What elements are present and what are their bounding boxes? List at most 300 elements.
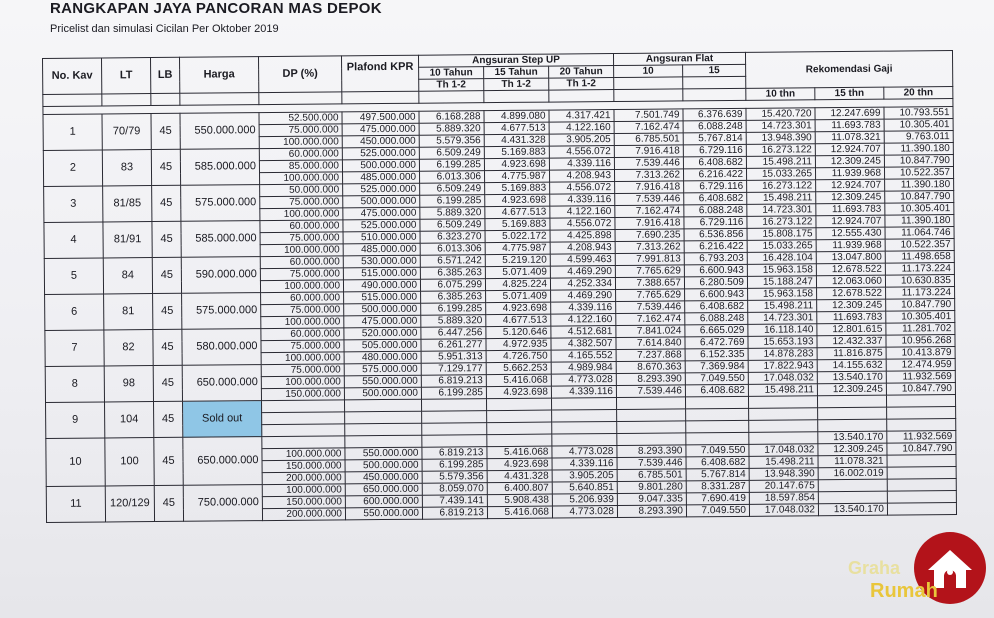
table-cell: 4.122.160: [550, 206, 615, 219]
table-cell: [345, 435, 422, 448]
table-cell: [887, 491, 956, 504]
table-cell: 575.000.000: [344, 363, 421, 376]
table-cell: 7.439.141: [422, 495, 487, 508]
graha-rumah-logo: [846, 528, 990, 618]
table-cell: 100.000.000: [260, 172, 343, 185]
table-cell: 17.048.032: [749, 444, 818, 457]
table-cell: 550.000.000: [345, 507, 422, 520]
lb-cell: 45: [152, 185, 181, 221]
table-cell: 5.416.068: [486, 374, 551, 387]
table-cell: 6.509.249: [420, 183, 485, 196]
table-cell: [817, 395, 886, 408]
table-cell: 7.129.177: [421, 363, 486, 376]
table-cell: 15.808.175: [747, 228, 816, 241]
table-cell: 4.726.750: [486, 350, 551, 363]
harga-cell: 650.000.000: [182, 365, 261, 402]
table-cell: 6.199.285: [421, 387, 486, 400]
table-cell: 6.408.682: [685, 384, 748, 397]
table-cell: 4.317.421: [549, 110, 614, 123]
col-flat-10: 10: [614, 65, 683, 78]
table-cell: 4.599.463: [550, 254, 615, 267]
lb-cell: 45: [154, 437, 183, 485]
lt-cell: 84: [103, 258, 152, 294]
table-cell: 100.000.000: [261, 376, 344, 389]
table-cell: 6.199.285: [419, 159, 484, 172]
table-cell: [886, 395, 955, 408]
kav-cell: 8: [45, 366, 104, 403]
table-cell: 6.376.639: [683, 108, 746, 121]
table-cell: 6.785.501: [617, 469, 686, 482]
table-cell: [887, 503, 956, 516]
table-cell: [818, 479, 887, 492]
table-cell: 6.819.213: [422, 507, 487, 520]
table-cell: 515.000.000: [344, 291, 421, 304]
table-cell: 4.165.552: [551, 350, 616, 363]
table-cell: [749, 408, 818, 421]
kav-cell: 11: [46, 486, 105, 523]
table-cell: [617, 421, 686, 434]
table-cell: 100.000.000: [262, 448, 345, 461]
table-cell: 4.425.898: [550, 230, 615, 243]
table-cell: 4.972.935: [486, 338, 551, 351]
table-cell: 15.188.247: [747, 276, 816, 289]
table-cell: 12.678.522: [816, 263, 885, 276]
table-cell: 85.000.000: [259, 160, 342, 173]
table-cell: 5.169.883: [484, 146, 549, 159]
table-cell: 500.000.000: [344, 303, 421, 316]
table-cell: 6.088.248: [683, 120, 746, 133]
table-cell: 4.923.698: [486, 302, 551, 315]
col-step-15: 15 Tahun: [484, 66, 549, 79]
col-step-20-th: Th 1-2: [549, 78, 614, 91]
table-cell: [422, 411, 487, 424]
lt-cell: 100: [105, 438, 154, 486]
kav-cell: 1: [43, 114, 102, 151]
table-cell: 60.000.000: [260, 256, 343, 269]
table-cell: 6.385.263: [421, 291, 486, 304]
table-cell: 6.013.306: [420, 171, 485, 184]
table-cell: 15.498.211: [746, 156, 815, 169]
table-cell: 12.309.245: [815, 155, 884, 168]
table-cell: [262, 436, 345, 449]
table-cell: 20.147.675: [749, 480, 818, 493]
table-cell: 12.309.245: [817, 383, 886, 396]
table-cell: 5.416.068: [487, 506, 552, 519]
table-cell: [818, 407, 887, 420]
table-cell: 4.923.698: [487, 458, 552, 471]
table-cell: 50.000.000: [260, 184, 343, 197]
table-cell: 4.677.513: [484, 122, 549, 135]
table-cell: 4.208.943: [550, 242, 615, 255]
table-cell: 5.071.409: [486, 290, 551, 303]
table-cell: 60.000.000: [261, 328, 344, 341]
table-cell: [262, 412, 345, 425]
table-cell: 475.000.000: [344, 315, 421, 328]
col-step-15-th: Th 1-2: [484, 78, 549, 91]
table-cell: 13.540.170: [818, 503, 887, 516]
table-cell: [486, 398, 551, 411]
subheader-blank: [549, 90, 614, 103]
table-cell: 100.000.000: [259, 136, 342, 149]
table-cell: 7.162.474: [616, 313, 685, 326]
table-cell: [818, 491, 887, 504]
logo-text-graha: Graha: [848, 558, 901, 578]
col-gaji-20: 20 thn: [884, 87, 953, 100]
subheader-blank: [102, 94, 151, 106]
subheader-blank: [683, 88, 746, 101]
table-cell: 8.293.390: [617, 445, 686, 458]
table-cell: 5.767.814: [686, 468, 749, 481]
table-cell: 10.847.790: [885, 191, 954, 204]
table-cell: 6.199.285: [422, 459, 487, 472]
table-cell: 485.000.000: [343, 171, 420, 184]
table-cell: [422, 435, 487, 448]
table-cell: 6.088.248: [684, 204, 747, 217]
table-cell: 12.924.707: [816, 215, 885, 228]
table-cell: 14.723.301: [746, 120, 815, 133]
table-cell: 7.388.657: [615, 277, 684, 290]
table-cell: 4.512.681: [551, 326, 616, 339]
table-cell: 10.847.790: [884, 155, 953, 168]
table-cell: 7.916.418: [615, 217, 684, 230]
harga-cell: 580.000.000: [182, 329, 261, 366]
table-cell: 6.152.335: [685, 348, 748, 361]
col-step-10-th: Th 1-2: [419, 79, 484, 92]
table-cell: 5.579.356: [419, 135, 484, 148]
table-cell: 5.219.120: [485, 254, 550, 267]
table-cell: 4.773.028: [552, 445, 617, 458]
table-cell: 6.199.285: [420, 195, 485, 208]
table-cell: 8.293.390: [617, 505, 686, 518]
table-cell: 5.022.172: [485, 230, 550, 243]
table-cell: 14.723.301: [747, 204, 816, 217]
table-cell: 12.309.245: [816, 191, 885, 204]
lb-cell: 45: [153, 293, 182, 329]
table-cell: 9.047.335: [617, 493, 686, 506]
lb-cell: 45: [154, 485, 183, 521]
harga-cell: 550.000.000: [180, 113, 259, 150]
table-cell: 6.400.807: [487, 482, 552, 495]
table-cell: 4.923.698: [485, 194, 550, 207]
table-cell: 6.323.270: [420, 231, 485, 244]
table-cell: 11.939.968: [815, 167, 884, 180]
table-cell: 600.000.000: [345, 495, 422, 508]
table-cell: 525.000.000: [343, 183, 420, 196]
table-cell: 75.000.000: [259, 124, 342, 137]
table-cell: 11.078.321: [818, 455, 887, 468]
table-cell: 6.600.943: [685, 288, 748, 301]
table-cell: 6.408.682: [686, 456, 749, 469]
col-flat: Angsuran Flat: [613, 52, 745, 65]
table-cell: 7.539.446: [617, 457, 686, 470]
table-cell: [551, 397, 616, 410]
table-cell: 4.923.698: [484, 158, 549, 171]
table-cell: 150.000.000: [261, 388, 344, 401]
table-cell: 4.825.224: [485, 278, 550, 291]
col-lt: LT: [102, 58, 151, 94]
kav-cell: 7: [45, 330, 104, 367]
table-cell: 12.678.522: [817, 287, 886, 300]
lt-cell: 70/79: [102, 114, 151, 150]
table-cell: 10.305.401: [884, 119, 953, 132]
lt-cell: 81/85: [103, 186, 152, 222]
col-gaji-10: 10 thn: [746, 88, 815, 101]
table-cell: 485.000.000: [343, 243, 420, 256]
table-cell: 7.765.629: [616, 289, 685, 302]
table-cell: 530.000.000: [343, 255, 420, 268]
table-cell: 75.000.000: [260, 268, 343, 281]
table-cell: 11.064.746: [885, 227, 954, 240]
table-cell: 11.390.180: [885, 179, 954, 192]
table-cell: 17.822.943: [748, 360, 817, 373]
table-cell: 16.428.104: [747, 252, 816, 265]
table-cell: [421, 399, 486, 412]
table-cell: 12.555.430: [816, 227, 885, 240]
subheader-blank: [484, 90, 549, 103]
table-cell: 4.923.698: [486, 386, 551, 399]
table-cell: 12.063.060: [816, 275, 885, 288]
table-cell: 13.047.800: [816, 251, 885, 264]
table-cell: 4.775.987: [485, 242, 550, 255]
table-cell: [818, 419, 887, 432]
table-cell: 4.339.116: [550, 194, 615, 207]
table-cell: [616, 397, 685, 410]
table-cell: 7.614.840: [616, 337, 685, 350]
table-cell: 13.540.170: [817, 371, 886, 384]
kav-cell: 3: [44, 186, 103, 223]
table-cell: 8.670.363: [616, 361, 685, 374]
table-cell: 5.416.068: [487, 446, 552, 459]
table-cell: 6.600.943: [684, 264, 747, 277]
table-cell: 16.273.122: [747, 216, 816, 229]
table-cell: 490.000.000: [343, 279, 420, 292]
table-cell: 5.169.883: [485, 182, 550, 195]
table-cell: 75.000.000: [261, 304, 344, 317]
table-cell: 100.000.000: [260, 244, 343, 257]
table-cell: 9.801.280: [617, 481, 686, 494]
col-gaji: Rekomendasi Gaji: [745, 51, 952, 89]
table-cell: 4.122.160: [551, 314, 616, 327]
table-cell: 60.000.000: [259, 148, 342, 161]
table-cell: 10.305.401: [885, 203, 954, 216]
table-cell: 150.000.000: [262, 496, 345, 509]
col-flat-15: 15: [683, 64, 746, 77]
table-cell: 13.948.390: [746, 132, 815, 145]
table-cell: [487, 434, 552, 447]
table-cell: 75.000.000: [261, 340, 344, 353]
lt-cell: 83: [102, 150, 151, 186]
table-cell: 12.247.699: [815, 107, 884, 120]
table-cell: 15.420.720: [746, 108, 815, 121]
table-cell: 16.273.122: [746, 144, 815, 157]
table-cell: 7.237.868: [616, 349, 685, 362]
table-cell: 7.916.418: [615, 181, 684, 194]
table-cell: 6.729.116: [683, 144, 746, 157]
table-cell: 6.785.501: [614, 133, 683, 146]
lt-cell: 81/91: [103, 222, 152, 258]
table-cell: 4.773.028: [551, 374, 616, 387]
subheader-blank: [43, 94, 102, 107]
table-cell: 6.447.256: [421, 327, 486, 340]
table-cell: 100.000.000: [262, 484, 345, 497]
table-cell: 10.522.357: [885, 239, 954, 252]
harga-cell: 585.000.000: [181, 221, 260, 258]
table-cell: 4.556.072: [550, 218, 615, 231]
table-cell: 16.273.122: [747, 180, 816, 193]
table-cell: 7.313.262: [615, 241, 684, 254]
table-cell: 15.498.211: [747, 192, 816, 205]
table-cell: 15.653.193: [748, 336, 817, 349]
table-cell: 475.000.000: [342, 123, 419, 136]
table-cell: 6.665.029: [685, 324, 748, 337]
table-cell: 6.385.263: [420, 267, 485, 280]
table-cell: 14.878.283: [748, 348, 817, 361]
kav-cell: 4: [44, 222, 103, 259]
table-cell: 100.000.000: [260, 208, 343, 221]
table-cell: [552, 433, 617, 446]
table-cell: [552, 421, 617, 434]
table-cell: 150.000.000: [262, 460, 345, 473]
lt-cell: 82: [104, 330, 153, 366]
table-cell: 11.816.875: [817, 347, 886, 360]
table-cell: 500.000.000: [344, 387, 421, 400]
table-cell: 16.118.140: [748, 324, 817, 337]
table-cell: 7.916.418: [614, 145, 683, 158]
table-cell: 13.540.170: [818, 431, 887, 444]
table-cell: 497.500.000: [342, 111, 419, 124]
table-cell: 10.793.551: [884, 107, 953, 120]
table-cell: 17.048.032: [749, 504, 818, 517]
table-cell: 8.331.287: [686, 480, 749, 493]
kav-cell: 9: [46, 402, 105, 439]
subheader-blank: [151, 93, 180, 105]
kav-cell: 6: [45, 294, 104, 331]
table-cell: 8.059.070: [422, 483, 487, 496]
col-flat-15-blank: [683, 76, 746, 89]
table-cell: 7.162.474: [614, 121, 683, 134]
table-cell: 4.989.984: [551, 362, 616, 375]
table-cell: 4.556.072: [549, 146, 614, 159]
col-harga: Harga: [179, 57, 258, 94]
table-cell: 475.000.000: [343, 207, 420, 220]
table-cell: 10.847.790: [886, 299, 955, 312]
table-cell: 11.498.658: [885, 251, 954, 264]
lt-cell: 120/129: [105, 486, 154, 522]
table-cell: 5.169.883: [485, 218, 550, 231]
lt-cell: 81: [104, 294, 153, 330]
table-cell: 6.509.249: [420, 219, 485, 232]
table-cell: 11.281.702: [886, 323, 955, 336]
table-cell: 550.000.000: [345, 447, 422, 460]
table-cell: 5.767.814: [683, 132, 746, 145]
page-subtitle: Pricelist dan simulasi Cicilan Per Oktober 2019: [50, 23, 279, 35]
harga-cell: 650.000.000: [183, 437, 262, 486]
table-cell: 6.793.203: [684, 252, 747, 265]
table-cell: 11.693.783: [817, 311, 886, 324]
table-cell: 500.000.000: [342, 159, 419, 172]
table-cell: 18.597.854: [749, 492, 818, 505]
table-cell: 525.000.000: [342, 147, 419, 160]
table-cell: [887, 455, 956, 468]
harga-cell: 575.000.000: [181, 185, 260, 222]
table-cell: 5.206.939: [552, 493, 617, 506]
table-cell: 525.000.000: [343, 219, 420, 232]
table-cell: [749, 432, 818, 445]
col-step-20: 20 Tahun: [549, 66, 614, 79]
table-cell: 7.841.024: [616, 325, 685, 338]
table-cell: 12.801.615: [817, 323, 886, 336]
table-cell: 11.390.180: [885, 215, 954, 228]
table-cell: 7.539.446: [616, 385, 685, 398]
table-cell: [422, 423, 487, 436]
table-cell: 6.199.285: [421, 303, 486, 316]
table-cell: 11.173.224: [886, 287, 955, 300]
table-cell: [685, 396, 748, 409]
table-cell: 6.216.422: [684, 240, 747, 253]
table-cell: 10.522.357: [884, 167, 953, 180]
table-cell: 6.216.422: [683, 168, 746, 181]
table-cell: 9.763.011: [884, 131, 953, 144]
table-cell: 7.313.262: [614, 169, 683, 182]
table-cell: 14.155.632: [817, 359, 886, 372]
table-cell: 60.000.000: [260, 220, 343, 233]
table-cell: 6.536.856: [684, 228, 747, 241]
table-cell: 4.469.290: [551, 290, 616, 303]
table-cell: 15.498.211: [748, 384, 817, 397]
col-dp: DP (%): [258, 56, 341, 93]
table-cell: 10.305.401: [886, 311, 955, 324]
table-cell: 4.339.116: [551, 302, 616, 315]
table-cell: 500.000.000: [345, 459, 422, 472]
table-cell: 450.000.000: [342, 135, 419, 148]
table-cell: 11.693.783: [815, 119, 884, 132]
table-cell: 52.500.000: [259, 112, 342, 125]
table-cell: [887, 407, 956, 420]
price-table: [42, 50, 957, 523]
table-cell: [887, 467, 956, 480]
col-no-kav: No. Kav: [43, 58, 102, 95]
table-cell: 4.677.513: [486, 314, 551, 327]
lt-cell: 104: [105, 402, 154, 438]
table-cell: 6.261.277: [421, 339, 486, 352]
lb-cell: 45: [151, 149, 180, 185]
table-cell: 4.773.028: [552, 505, 617, 518]
subheader-blank: [614, 89, 683, 102]
table-cell: [261, 400, 344, 413]
table-cell: 4.775.987: [484, 170, 549, 183]
harga-cell: 590.000.000: [181, 257, 260, 294]
table-cell: [487, 410, 552, 423]
table-cell: 6.819.213: [422, 447, 487, 460]
table-cell: 7.162.474: [615, 205, 684, 218]
logo-text-rumah: Rumah: [870, 580, 938, 602]
table-cell: 11.390.180: [884, 143, 953, 156]
col-flat-10-blank: [614, 77, 683, 90]
table-cell: [487, 422, 552, 435]
table-cell: 7.690.235: [615, 229, 684, 242]
table-cell: 4.339.116: [552, 457, 617, 470]
table-cell: 200.000.000: [262, 472, 345, 485]
table-cell: 4.339.116: [551, 386, 616, 399]
subheader-blank: [180, 93, 259, 106]
table-cell: 7.539.446: [614, 157, 683, 170]
table-cell: [617, 433, 686, 446]
table-cell: 5.120.646: [486, 326, 551, 339]
lb-cell: 45: [154, 401, 183, 437]
subheader-blank: [259, 92, 342, 105]
table-cell: 11.693.783: [816, 203, 885, 216]
table-cell: 500.000.000: [343, 195, 420, 208]
